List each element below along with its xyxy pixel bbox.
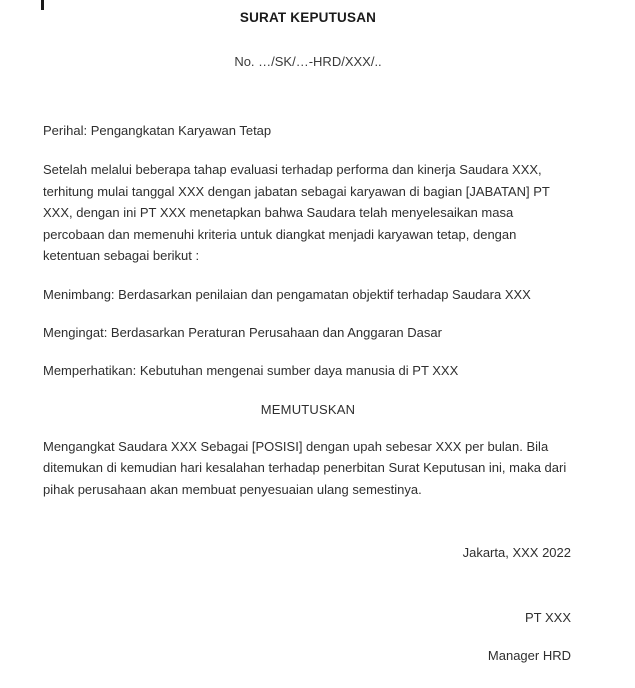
decision-paragraph: Mengangkat Saudara XXX Sebagai [POSISI] dengan upah sebesar XXX per bulan. Bila ditemukan di kemudian hari kesalahan terhadap penerbitan Surat Keputusan ini, maka dari pihak perusahaan akan membuat penyesuaian ulang semestinya. xyxy=(43,438,567,497)
subject-line: Perihal: Pengangkatan Karyawan Tetap xyxy=(43,123,272,138)
clause-mengingat: Mengingat: Berdasarkan Peraturan Perusahaan dan Anggaran Dasar xyxy=(43,324,442,340)
opening-paragraph: Setelah melalui beberapa tahap evaluasi terhadap performa dan kinerja Saudara XXX, terhitung mulai tanggal XXX dengan jabatan sebagai karyawan di bagian [JABATAN] PT XXX, dengan ini PT XXX menetapkan bahwa Saudara telah menyelesaikan masa percobaan dan memenuhi kriteria untuk diangkat menjadi karyawan tetap, dengan ketentuan sebagai berikut : xyxy=(43,162,550,263)
crop-artifact-mark xyxy=(41,0,44,10)
clause-menimbang: Menimbang: Berdasarkan penilaian dan pengamatan objektif terhadap Saudara XXX xyxy=(43,286,531,302)
document-number: No. …/SK/…-HRD/XXX/.. xyxy=(234,54,382,69)
signature-block xyxy=(43,500,573,666)
signature-place-date: Jakarta, XXX 2022 xyxy=(462,545,571,560)
signature-role: Manager HRD xyxy=(487,648,571,663)
document-title: SURAT KEPUTUSAN xyxy=(239,10,377,25)
signature-company: PT XXX xyxy=(524,610,571,625)
decision-heading: MEMUTUSKAN xyxy=(260,401,356,417)
clause-memperhatikan: Memperhatikan: Kebutuhan mengenai sumber daya manusia di PT XXX xyxy=(43,362,459,378)
